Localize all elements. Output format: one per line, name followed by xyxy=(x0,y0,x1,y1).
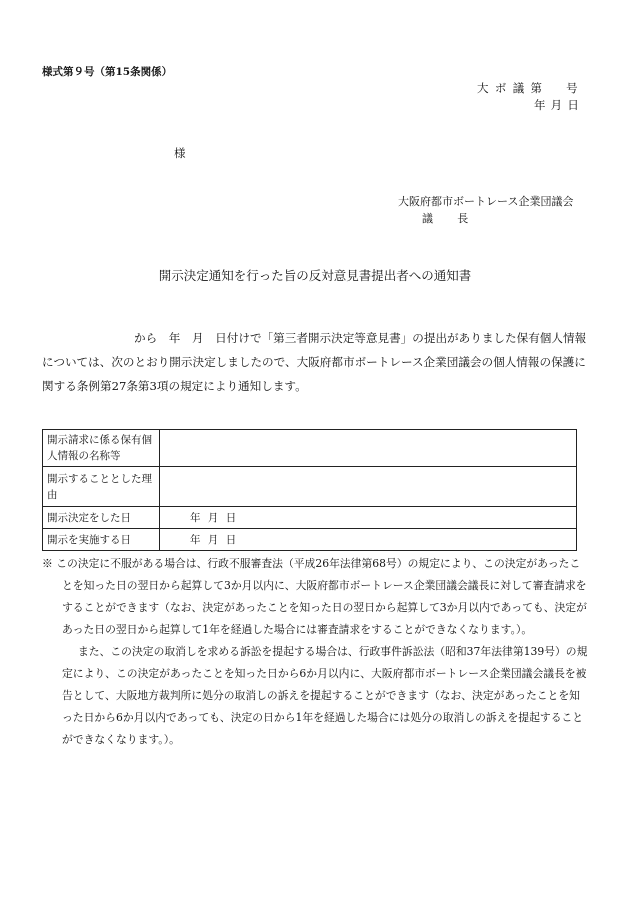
row-value xyxy=(160,430,577,467)
appeal-note: ※ この決定に不服がある場合は、行政不服審査法（平成26年法律第68号）の規定により、この決定があったことを知った日の翌日から起算して3か月以内に、大阪府都市ボートレース企業団議会議長に対して審査請求をすることができます（なお、決定があったことを知った日の翌日から起算して3か月以内であっても、決定があった日の翌日から起算して1年を経過した場合には審査請求をすることができなくなります。）。 xyxy=(42,557,587,636)
row-value xyxy=(160,467,577,507)
row-value: 年月日 xyxy=(160,507,577,529)
row-label: 開示決定をした日 xyxy=(43,507,160,529)
document-date: 年月日 xyxy=(533,98,584,112)
row-value: 年月日 xyxy=(160,529,577,551)
body-line-1: から 年 月 日付けで「第三者開示決定等意見書」の提出がありました保有個人情報 xyxy=(134,331,587,345)
document-body xyxy=(42,326,590,398)
body-line-rest: については、次のとおり開示決定しましたので、大阪府都市ボートレース企業団議会の個人情報の保護に関する条例第27条第3項の規定により通知します。 xyxy=(42,355,586,393)
row-label: 開示を実施する日 xyxy=(43,529,160,551)
recipient-honorific: 様 xyxy=(174,146,186,160)
disclosure-info-table xyxy=(42,429,577,551)
appeal-notes xyxy=(42,553,590,751)
table-row xyxy=(43,467,577,507)
table-row xyxy=(43,430,577,467)
document-title: 開示決定通知を行った旨の反対意見書提出者への通知書 xyxy=(158,268,472,283)
sender-organization: 大阪府都市ボートレース企業団議会 xyxy=(398,195,574,208)
row-label: 開示することとした理由 xyxy=(43,467,160,507)
row-label: 開示請求に係る保有個人情報の名称等 xyxy=(43,430,160,467)
table-row xyxy=(43,507,577,529)
table-row xyxy=(43,529,577,551)
sender-title: 議 長 xyxy=(422,212,475,225)
form-number-label: 様式第９号（第15条関係） xyxy=(42,66,173,78)
document-number: 大ボ議第 号 xyxy=(477,81,584,95)
lawsuit-note: また、この決定の取消しを求める訴訟を提起する場合は、行政事件訴訟法（昭和37年法律第139号）の規定により、この決定があったことを知った日から6か月以内に、大阪府都市ボートレース企業団議会議長を被告として、大阪地方裁判所に処分の取消しの訴えを提起することができます（なお、決定があったことを知った日から6か月以内であっても、決定の日から1年を経過した場合には処分の取消しの訴えを提起することができなくなります。）。 xyxy=(62,645,588,746)
